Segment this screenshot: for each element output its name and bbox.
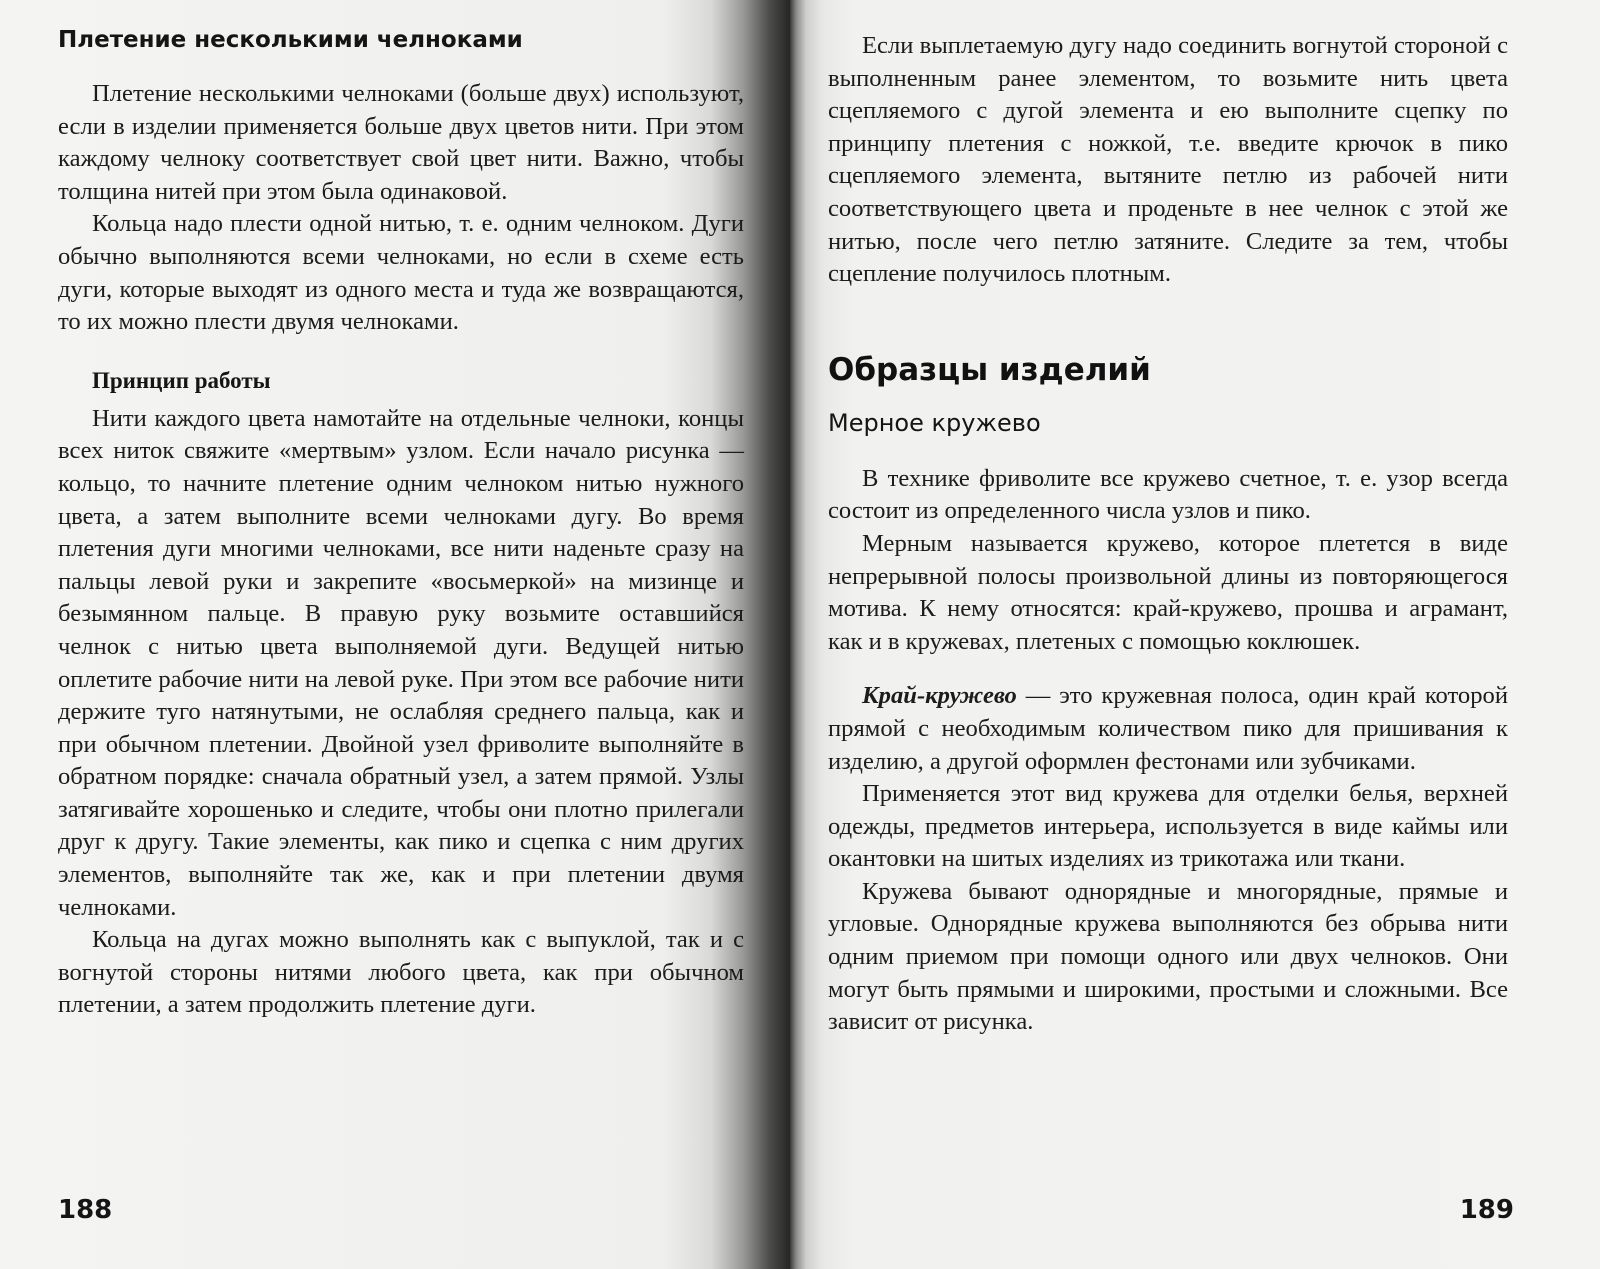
- paragraph: В технике фриволите все кружево счетное, т. е. узор всегда состоит из определенного числа узлов и пико.: [828, 464, 1508, 525]
- topic-title: Мерное кружево: [828, 408, 1041, 437]
- paragraph: Плетение несколькими челноками (больше двух) используют, если в изделии применяется больше двух цветов нити. При этом каждому челноку соответствует свой цвет нити. Важно, чтобы толщина нитей при этом была одинаковой.: [58, 80, 744, 205]
- left-page-text-column: [58, 24, 744, 1022]
- paragraph: Кольца на дугах можно выполнять как с выпуклой, так и с вогнутой стороны нитями любого цвета, как при обычном плетении, а затем продолжить плетение дуги.: [58, 926, 744, 1019]
- paragraph: Применяется этот вид кружева для отделки белья, верхней одежды, предметов интерьера, используется в виде каймы или окантовки на шитых изделиях из трикотажа или ткани.: [828, 780, 1508, 873]
- subsection-title: Принцип работы: [92, 367, 271, 393]
- paragraph: Если выплетаемую дугу надо соединить вогнутой стороной с выполненным ранее элементом, то возьмите нить цвета сцепляемого с дугой элемента и ею выполните сцепку по принципу плетения с ножкой, т.е. введите крючок в пико сцепляемого элемента, вытяните петлю из рабочей нити соответствующего цвета и проденьте в нее челнок с этой же нитью, после чего петлю затяните. Следите за тем, чтобы сцепление получилось плотным.: [828, 32, 1508, 288]
- right-page-text-column: [828, 30, 1508, 1039]
- paragraph: Кольца надо плести одной нитью, т. е. одним челноком. Дуги обычно выполняются всеми челноками, но если в схеме есть дуги, которые выходят из одного места и туда же возвращаются, то их можно плести двумя челноками.: [58, 210, 744, 336]
- paragraph: Кружева бывают однорядные и многорядные, прямые и угловые. Однорядные кружева выполняются без обрыва нити одним приемом при помощи одного или двух челноков. Они могут быть прямыми и широкими, простыми и сложными. Все зависит от рисунка.: [828, 877, 1508, 1036]
- page-number: 188: [58, 1195, 113, 1225]
- left-page: [0, 0, 790, 1269]
- chapter-title: Образцы изделий: [828, 351, 1151, 388]
- paragraph: Мерным называется кружево, которое плетется в виде непрерывной полосы произвольной длины из повторяющегося мотива. К нему относятся: край-кружево, прошва и аграмант, как и в кружевах, плетеных с помощью коклюшек.: [828, 529, 1508, 655]
- paragraph-gap: [828, 658, 1508, 680]
- paragraph: Нити каждого цвета намотайте на отдельные челноки, концы всех ниток свяжите «мертвым» узлом. Если начало рисунка — кольцо, то начните плетение одним челноком нитью нужного цвета, а затем выполните всеми челноками дугу. Во время плетения дуги многими челноками, все нити наденьте сразу на пальцы левой руки и закрепите «восьмеркой» на мизинце и безымянном пальце. В правую руку возьмите оставшийся челнок с нитью цвета выполняемой дуги. Ведущей нитью оплетите рабочие нити на левой руке. При этом все рабочие нити держите туго натянутыми, не ослабляя среднего пальца, как и при обычном плетении. Двойной узел фриволите выполняйте в обратном порядке: сначала обратный узел, а затем прямой. Узлы затягивайте хорошенько и следите, чтобы они плотно прилегали друг к другу. Такие элементы, как пико и сцепка с ним других элементов, выполняйте так же, как и при плетении двумя челноками.: [58, 404, 744, 921]
- defined-term: Край-кружево: [862, 682, 1017, 710]
- section-title: Плетение несколькими челноками: [58, 27, 523, 53]
- right-page: [790, 0, 1600, 1269]
- page-number: 189: [1459, 1195, 1514, 1225]
- term-definition: — это кружевная полоса, один край которой прямой с необходимым количеством пико для пришивания к изделию, а другой оформлен фестонами или зубчиками.: [828, 682, 1508, 775]
- definition-paragraph: [828, 680, 1508, 778]
